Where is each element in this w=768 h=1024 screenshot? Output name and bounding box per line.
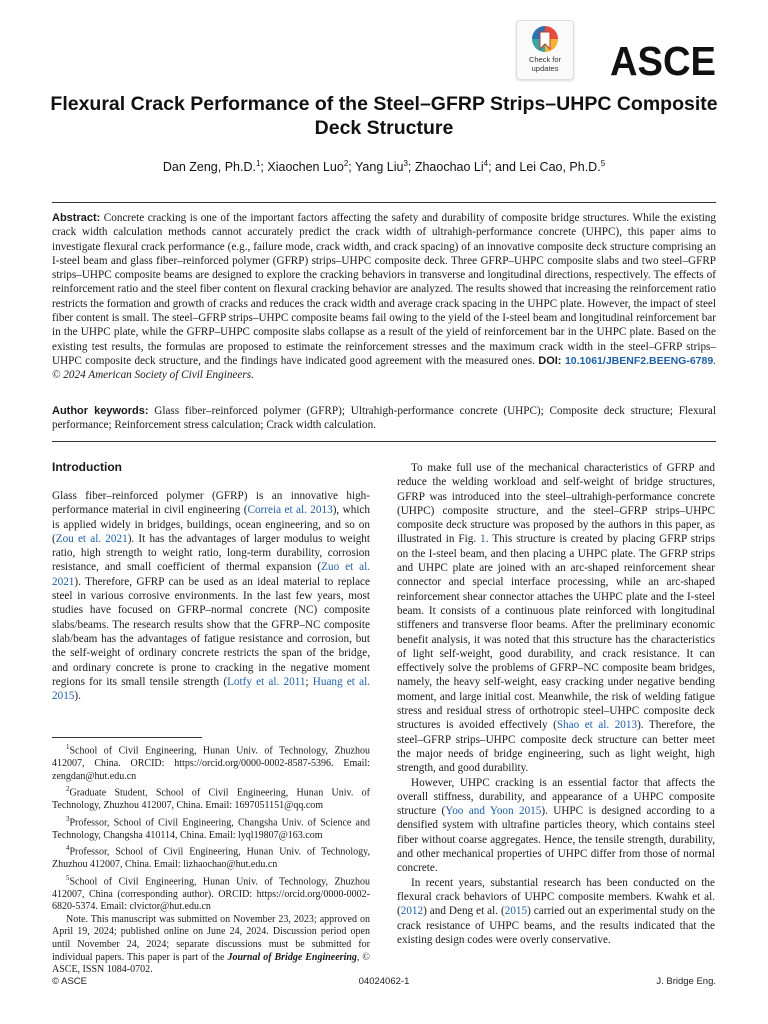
author-separator: ; <box>407 160 415 175</box>
intro-paragraph-2: To make full use of the mechanical characteristics of GFRP and reduce the welding workload and self-weight of bridge structures, GFRP was introduced into the steel–ultrahigh-performance concrete (UHPC) composite structure, and the steel–GFRP strips–UHPC composite deck structure was proposed by the authors in this paper, as illustrated in Fig. 1. This structure is created by placing GFRP strips on the I-steel beam, and then placing a UHPC plate. The GFRP strips and UHPC plate are joined with an arc-shaped reinforcement shear connector and special interface processing, while an arc-shaped reinforcement shear connector attaches the UHPC plate and the I-steel beam. It consists of a continuous plate reinforced with longitudinal stiffeners and transverse floor beams. After the preliminary economic benefit analysis, it was noted that this structure has the characteristics of light self-weight, good durability, and crack resistance. It can effectively solve the problems of GFRP–NC composite beam bridges, namely, the heavy self-weight, easy cracking under negative bending moment, and large initial cost. Meanwhile, the risk of welding fatigue stress and residual stress of orthotropic steel–UHPC composite deck structures is avoided effectively (Shao et al. 2013). Therefore, the steel–GFRP strips–UHPC composite deck structure can better meet the major needs of bridge engineering, such as light weight, high strength, and good durability. <box>397 462 715 775</box>
author-affiliation-marker: 1 <box>255 159 261 168</box>
intro-right-column <box>397 461 715 947</box>
footer-article-number: 04024062-1 <box>358 976 410 987</box>
intro-paragraph-4: In recent years, substantial research has been conducted on the flexural crack behaviors of UHPC composite members. Kwahk et al. (2012) and Deng et al. (2015) carried out an experimental study on the crack resistance of UHPC beams, and the results indicated that the existing design codes were overly conservative. <box>397 876 716 946</box>
author-affiliation-marker: 3 <box>403 159 408 168</box>
author-name: Yang Liu <box>355 160 404 175</box>
author-separator: ; and <box>488 160 520 175</box>
author-name: Lei Cao, Ph.D. <box>519 160 601 175</box>
bookmark-icon <box>531 25 559 55</box>
footnote-marker: 3 <box>66 814 70 823</box>
manuscript-note: Note. This manuscript was submitted on November 23, 2023; approved on April 19, 2024; published online on June 24, 2024. Discussion period open until November 24, 2024; separate discussions must be submitted for individual papers. This paper is part of the Journal of Bridge Engineering, © ASCE, ISSN 1084-0702. <box>52 913 370 976</box>
doi-label: DOI: <box>538 354 562 367</box>
footnote-marker: 1 <box>66 743 70 751</box>
check-for-updates-badge[interactable] <box>516 20 574 80</box>
abstract <box>52 211 716 383</box>
affiliation-footnote <box>52 783 370 813</box>
author-separator: ; <box>260 160 268 175</box>
intro-paragraph-3: However, UHPC cracking is an essential factor that affects the overall stiffness, durability, and appearance of a UHPC composite structure (Yoo and Yoon 2015). UHPC is designed according to a densified system with ultrafine particles theory, which contains steel fiber without coarse aggregates. Hence, the tensile strength, durability, and other mechanical properties of UHPC differ from those of normal concrete. <box>397 776 715 875</box>
author-keywords <box>52 404 716 433</box>
badge-line1: Check for <box>528 55 562 64</box>
footnote-text: Professor, School of Civil Engineering, Hunan Univ. of Technology, Zhuzhou 412007, China. Email: lizhaochao@hut.edu.cn <box>52 846 370 871</box>
citation-link[interactable]: Correia et al. 2013 <box>247 504 333 517</box>
affiliation-footnotes <box>52 741 370 914</box>
intro-left-column <box>52 489 370 703</box>
affiliation-footnote <box>52 741 370 783</box>
citation-link[interactable]: Zou et al. 2021 <box>55 532 128 545</box>
author-affiliation-marker: 4 <box>483 159 489 168</box>
author-list <box>40 159 728 174</box>
asce-logo <box>610 40 718 80</box>
keywords-text: Glass fiber–reinforced polymer (GFRP); Ultrahigh-performance concrete (UHPC); Composite deck structure; Flexural performance; Reinforcement stress calculation; Crack width calculation. <box>52 405 716 432</box>
citation-link[interactable]: 2015 <box>504 905 528 918</box>
section-heading-introduction: Introduction <box>52 460 122 474</box>
abstract-label: Abstract: <box>52 212 101 224</box>
citation-link[interactable]: Shao et al. 2013 <box>556 719 638 732</box>
asce-logo-text: ASCE <box>610 40 716 80</box>
footer-journal: J. Bridge Eng. <box>656 976 716 987</box>
keywords-bottom-rule <box>52 441 716 442</box>
citation-link[interactable]: Huang et al. 2015 <box>52 675 370 703</box>
figure-link[interactable]: 1 <box>480 533 486 546</box>
footnotes <box>52 741 370 977</box>
author-name: Dan Zeng, Ph.D. <box>162 160 256 175</box>
citation-link[interactable]: Zuo et al. 2021 <box>52 561 371 588</box>
author-name: Xiaochen Luo <box>267 160 344 175</box>
abstract-text: Concrete cracking is one of the important factors affecting the safety and durability of composite bridge structures. While the existing crack width calculation methods cannot accurately predict the crack width of ultrahigh-performance concrete (UHPC), this paper aims to investigate flexural crack performance (e.g., failure mode, crack width, and crack spacing) of an innovative composite deck structure comprising an I-steel beam and glass fiber–reinforced polymer (GFRP) strips–UHPC composite deck. Three GFRP–UHPC composite slabs and two steel–GFRP strips–UHPC composite beams are designed to explore the cracking behaviors in transverse and longitudinal directions, respectively. The effects of reinforcement ratio and the steel fiber content on flexural cracking behavior are analyzed. The results showed that increasing the reinforcement ratio restricts the formation and growth of cracks and reduces the crack width and average crack spacing in the UHPC plate. However, the impact of steel fiber content is small. The steel–GFRP strips–UHPC composite beams fail owing to the yield of the I-steel beam and longitudinal reinforcement bar in the UHPC plate, while the GFRP–UHPC composite slabs collapse as a result of the yield of reinforcement bar in the UHPC plate. Based on the existing test results, the formulas are proposed to estimate the reinforcement stresses and the maximum crack width in the steel–GFRP strips–UHPC composite deck structure, and the findings have indicated good agreement with the measured ones. <box>52 212 716 367</box>
footnote-marker: 2 <box>66 785 70 794</box>
footnote-text: Graduate Student, School of Civil Engineering, Hunan Univ. of Technology, Zhuzhou 412007, China. Email: 1697051151@qq.com <box>52 787 370 812</box>
affiliation-footnote <box>52 813 370 843</box>
author-affiliation-marker: 2 <box>343 159 349 168</box>
abstract-copyright: . © 2024 American Society of Civil Engineers. <box>52 354 716 382</box>
intro-paragraph-1: Glass fiber–reinforced polymer (GFRP) is an innovative high-performance material in civil engineering (Correia et al. 2013), which is applied widely in bridges, buildings, ocean engineering, and so on (Zou et al. 2021). It has the advantages of larger modulus to weight ratio, high strength to weight ratio, long-term durability, corrosion resistance, and small coefficient of thermal expansion (Zuo et al. 2021). Therefore, GFRP can be used as an ideal material to replace steel in various corrosive environments. In the last few years, most studies have focused on GFRP–normal concrete (NC) composite slabs/beams. The research results show that the GFRP–NC composite slab/beam has the advantages of fatigue resistance and corrosion, but the self-weight of ordinary concrete restricts the span of the bridge, and ordinary concrete is prone to cracking in the negative moment regions for its small tensile strength (Lotfy et al. 2011; Huang et al. 2015). <box>52 490 371 703</box>
affiliation-footnote <box>52 842 370 872</box>
affiliation-footnote <box>52 872 370 914</box>
author-name: Zhaochao Li <box>414 160 484 175</box>
keywords-label: Author keywords: <box>52 405 149 417</box>
author-separator: ; <box>348 160 356 175</box>
footnote-marker: 4 <box>66 844 70 853</box>
citation-link[interactable]: Lotfy et al. 2011 <box>227 675 306 688</box>
journal-name: Journal of Bridge Engineering <box>227 951 357 963</box>
footnote-text: Professor, School of Civil Engineering, Changsha Univ. of Science and Technology, Changsha 410114, China. Email: lyql19807@163.com <box>52 816 370 841</box>
doi-link[interactable]: 10.1061/JBENF2.BEENG-6789 <box>561 354 714 367</box>
footnote-rule <box>52 737 202 738</box>
footnote-text: School of Civil Engineering, Hunan Univ. of Technology, Zhuzhou 412007, China. ORCID: https://orcid.org/0000-0002-8587-5396. Email: zengdan@hut.edu.cn <box>52 745 370 782</box>
abstract-top-rule <box>52 202 716 203</box>
citation-link[interactable]: Yoo and Yoon 2015 <box>445 805 542 818</box>
paper-title: Flexural Crack Performance of the Steel–GFRP Strips–UHPC Composite Deck Structure <box>50 93 718 139</box>
footer-copyright: © ASCE <box>52 976 87 987</box>
footnote-text: School of Civil Engineering, Hunan Univ. of Technology, Zhuzhou 412007, China (corresponding author). ORCID: https://orcid.org/0000-0002-6820-5374. Email: clvictor@hut.edu.cn <box>52 875 370 913</box>
badge-line2: updates <box>531 64 559 73</box>
citation-link[interactable]: 2012 <box>400 905 424 918</box>
footnote-marker: 5 <box>66 873 70 882</box>
author-affiliation-marker: 5 <box>600 159 606 168</box>
